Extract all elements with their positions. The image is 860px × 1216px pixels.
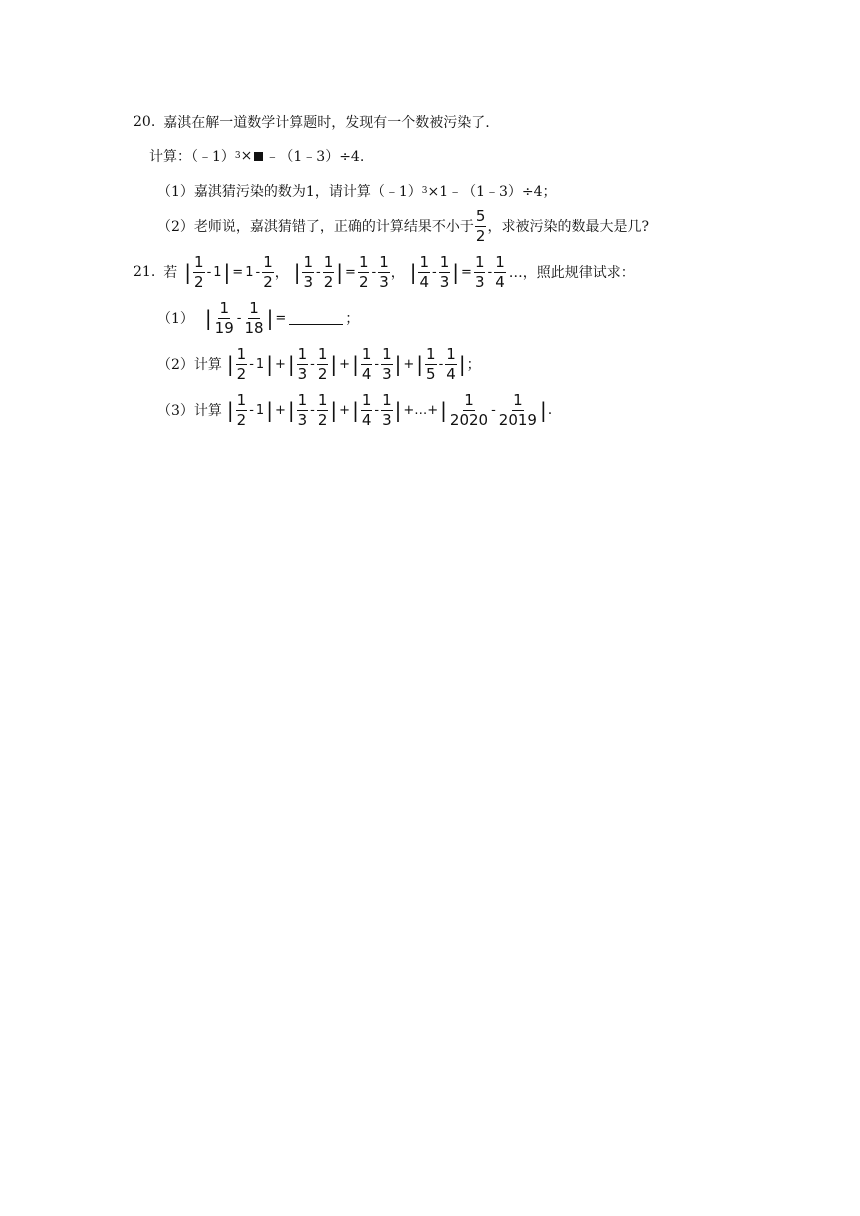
fraction xyxy=(439,254,451,291)
q21-ruo: 若 xyxy=(163,265,178,281)
comma: ， xyxy=(274,265,289,281)
comma: ， xyxy=(390,265,405,281)
equals-sign: = xyxy=(275,310,287,326)
abs-bar: | xyxy=(330,352,338,376)
fraction xyxy=(498,392,538,429)
abs-bar: | xyxy=(266,306,274,330)
q20-stem-line xyxy=(133,111,490,133)
fraction-denominator: 2 xyxy=(236,364,247,383)
fraction-numerator: 1 xyxy=(219,298,229,317)
period: . xyxy=(547,402,553,418)
plus-sign: + xyxy=(403,356,415,372)
fraction xyxy=(302,254,314,291)
fraction xyxy=(445,346,457,383)
abs-bar: | xyxy=(539,398,547,422)
fraction xyxy=(378,254,390,291)
fraction-denominator: 4 xyxy=(419,272,430,291)
fraction-denominator: 4 xyxy=(361,364,372,383)
fraction-numerator: 1 xyxy=(323,252,334,271)
minus-sign: - xyxy=(491,402,496,418)
equals-sign: = xyxy=(232,264,244,280)
minus-sign: - xyxy=(249,402,254,418)
abs-bar: | xyxy=(416,352,424,376)
fraction-denominator: 5 xyxy=(426,364,436,383)
q20-exponent: 3 xyxy=(234,151,241,161)
fraction-numerator: 1 xyxy=(426,344,436,363)
fraction xyxy=(262,254,274,291)
equals-sign: = xyxy=(461,264,472,280)
abs-bar: | xyxy=(266,352,273,376)
q20-p1-exponent: 3 xyxy=(421,186,428,196)
abs-bar: | xyxy=(204,306,212,330)
q20-p1-suffix: ×1﹣（1﹣3）÷4； xyxy=(427,184,557,200)
fraction xyxy=(494,254,506,291)
answer-blank[interactable] xyxy=(289,312,343,325)
abs-bar: | xyxy=(440,398,447,422)
minus-sign: - xyxy=(255,264,261,280)
minus-sign: - xyxy=(487,264,493,280)
q21-part3-line xyxy=(157,390,552,430)
abs-bar: | xyxy=(293,260,301,284)
fraction-numerator: 1 xyxy=(194,252,204,271)
abs-bar: | xyxy=(394,398,402,422)
fraction xyxy=(193,254,205,291)
fraction-numerator: 1 xyxy=(358,252,369,271)
fraction-denominator: 2 xyxy=(317,410,328,429)
fraction-numerator: 1 xyxy=(439,252,450,271)
q20-number: 20. xyxy=(133,114,156,130)
fraction-denominator: 18 xyxy=(244,318,264,337)
fraction-numerator: 1 xyxy=(303,252,314,271)
q20-part2-line xyxy=(157,206,649,246)
number-one: 1 xyxy=(255,356,265,372)
fraction-numerator: 1 xyxy=(474,252,485,271)
q20-expr-suffix: ﹣（1﹣3）÷4. xyxy=(265,149,365,165)
abs-bar: | xyxy=(352,398,359,422)
fraction-five-halves xyxy=(475,208,487,245)
q21-p1-label: （1） xyxy=(157,311,194,327)
q20-p2-suffix: ，求被污染的数最大是几? xyxy=(487,219,649,235)
fraction-denominator: 3 xyxy=(439,272,450,291)
minus-sign: - xyxy=(316,264,321,280)
fraction-numerator: 1 xyxy=(297,390,308,409)
fraction-denominator: 2 xyxy=(323,272,334,291)
fraction xyxy=(381,392,393,429)
q21-p2-label: （2）计算 xyxy=(157,357,222,373)
minus-sign: - xyxy=(249,356,254,372)
fraction-denominator: 4 xyxy=(361,410,372,429)
plus-sign: + xyxy=(339,402,351,418)
fraction-denominator: 3 xyxy=(297,410,308,429)
fraction-denominator: 19 xyxy=(214,318,234,337)
semicolon: ； xyxy=(466,357,481,373)
number-one: 1 xyxy=(213,264,222,280)
fraction-numerator: 1 xyxy=(236,390,247,409)
fraction-numerator: 1 xyxy=(297,344,308,363)
abs-bar: | xyxy=(223,260,231,284)
fraction-numerator: 1 xyxy=(513,390,523,409)
fraction-numerator: 1 xyxy=(249,298,259,317)
fraction-denominator: 3 xyxy=(382,410,392,429)
abs-bar: | xyxy=(352,352,359,376)
abs-bar: | xyxy=(184,260,192,284)
q21-part1-line xyxy=(157,298,359,338)
fraction-denominator: 3 xyxy=(382,364,392,383)
q20-expression-line xyxy=(149,145,364,167)
fraction-denominator: 3 xyxy=(379,272,389,291)
fraction-numerator: 1 xyxy=(382,390,392,409)
abs-bar: | xyxy=(287,352,295,376)
abs-bar: | xyxy=(458,352,466,376)
equals-sign: = xyxy=(345,264,356,280)
ellipsis-plus: +…+ xyxy=(403,402,439,418)
q21-number: 21. xyxy=(133,264,156,280)
fraction xyxy=(425,346,437,383)
abs-bar: | xyxy=(266,398,273,422)
q20-p1-prefix: （1）嘉淇猜污染的数为1，请计算（﹣1） xyxy=(157,184,422,200)
minus-sign: - xyxy=(310,356,315,372)
fraction-numerator: 1 xyxy=(446,344,456,363)
fraction-numerator: 1 xyxy=(263,252,273,271)
q20-p2-prefix: （2）老师说，嘉淇猜错了，正确的计算结果不小于 xyxy=(157,219,474,235)
fraction xyxy=(361,392,373,429)
fraction-denominator: 4 xyxy=(446,364,456,383)
fraction-denominator: 2 xyxy=(194,272,204,291)
q20-part1-line xyxy=(157,180,557,202)
fraction-numerator: 1 xyxy=(495,252,505,271)
fraction-denominator: 2019 xyxy=(498,410,537,429)
fraction xyxy=(361,346,373,383)
stained-square-icon xyxy=(254,152,263,161)
minus-sign: - xyxy=(374,402,380,418)
abs-bar: | xyxy=(452,260,460,284)
fraction-denominator: 2 xyxy=(475,226,486,245)
fraction-denominator: 4 xyxy=(495,272,505,291)
minus-sign: - xyxy=(310,402,315,418)
fraction-numerator: 1 xyxy=(361,344,372,363)
fraction-denominator: 2 xyxy=(358,272,369,291)
fraction xyxy=(317,392,329,429)
fraction-numerator: 1 xyxy=(464,390,474,409)
minus-sign: - xyxy=(432,264,437,280)
fraction xyxy=(449,392,489,429)
plus-sign: + xyxy=(274,356,286,372)
fraction-denominator: 2 xyxy=(236,410,247,429)
abs-bar: | xyxy=(226,398,234,422)
q20-times: × xyxy=(240,148,253,164)
q21-continuation-text: …，照此规律试求： xyxy=(508,265,635,281)
fraction-denominator: 3 xyxy=(303,272,314,291)
number-one: 1 xyxy=(245,264,254,280)
abs-bar: | xyxy=(287,398,295,422)
q21-p3-label: （3）计算 xyxy=(157,403,222,419)
plus-sign: + xyxy=(339,356,351,372)
fraction xyxy=(214,300,235,337)
fraction-numerator: 1 xyxy=(317,390,328,409)
fraction-numerator: 1 xyxy=(419,252,430,271)
minus-sign: - xyxy=(438,356,444,372)
fraction xyxy=(297,392,309,429)
abs-bar: | xyxy=(330,398,338,422)
fraction-numerator: 1 xyxy=(361,390,372,409)
fraction-denominator: 2020 xyxy=(449,410,489,429)
abs-bar: | xyxy=(394,352,402,376)
abs-bar: | xyxy=(336,260,344,284)
fraction-numerator: 1 xyxy=(382,344,392,363)
fraction-denominator: 2 xyxy=(263,272,273,291)
fraction-numerator: 1 xyxy=(317,344,328,363)
fraction-numerator: 5 xyxy=(475,206,486,225)
fraction xyxy=(474,254,486,291)
minus-sign: - xyxy=(374,356,380,372)
fraction-numerator: 1 xyxy=(236,344,247,363)
abs-bar: | xyxy=(226,352,234,376)
abs-bar: | xyxy=(409,260,417,284)
fraction-denominator: 3 xyxy=(297,364,308,383)
minus-sign: - xyxy=(206,264,212,280)
semicolon: ； xyxy=(345,311,360,327)
fraction xyxy=(358,254,370,291)
minus-sign: - xyxy=(236,310,242,326)
fraction xyxy=(243,300,264,337)
q20-stem: 嘉淇在解一道数学计算题时，发现有一个数被污染了. xyxy=(163,115,490,131)
plus-sign: + xyxy=(274,402,286,418)
fraction xyxy=(323,254,335,291)
fraction xyxy=(317,346,329,383)
q20-expr-prefix: 计算：（﹣1） xyxy=(149,149,235,165)
fraction xyxy=(418,254,430,291)
fraction-denominator: 3 xyxy=(474,272,485,291)
fraction-numerator: 1 xyxy=(379,252,389,271)
q21-stem-line xyxy=(133,252,635,292)
q21-part2-line xyxy=(157,344,481,384)
fraction xyxy=(297,346,309,383)
minus-sign: - xyxy=(371,264,377,280)
fraction-denominator: 2 xyxy=(317,364,328,383)
fraction xyxy=(381,346,393,383)
number-one: 1 xyxy=(255,402,265,418)
fraction xyxy=(236,392,248,429)
fraction xyxy=(236,346,248,383)
